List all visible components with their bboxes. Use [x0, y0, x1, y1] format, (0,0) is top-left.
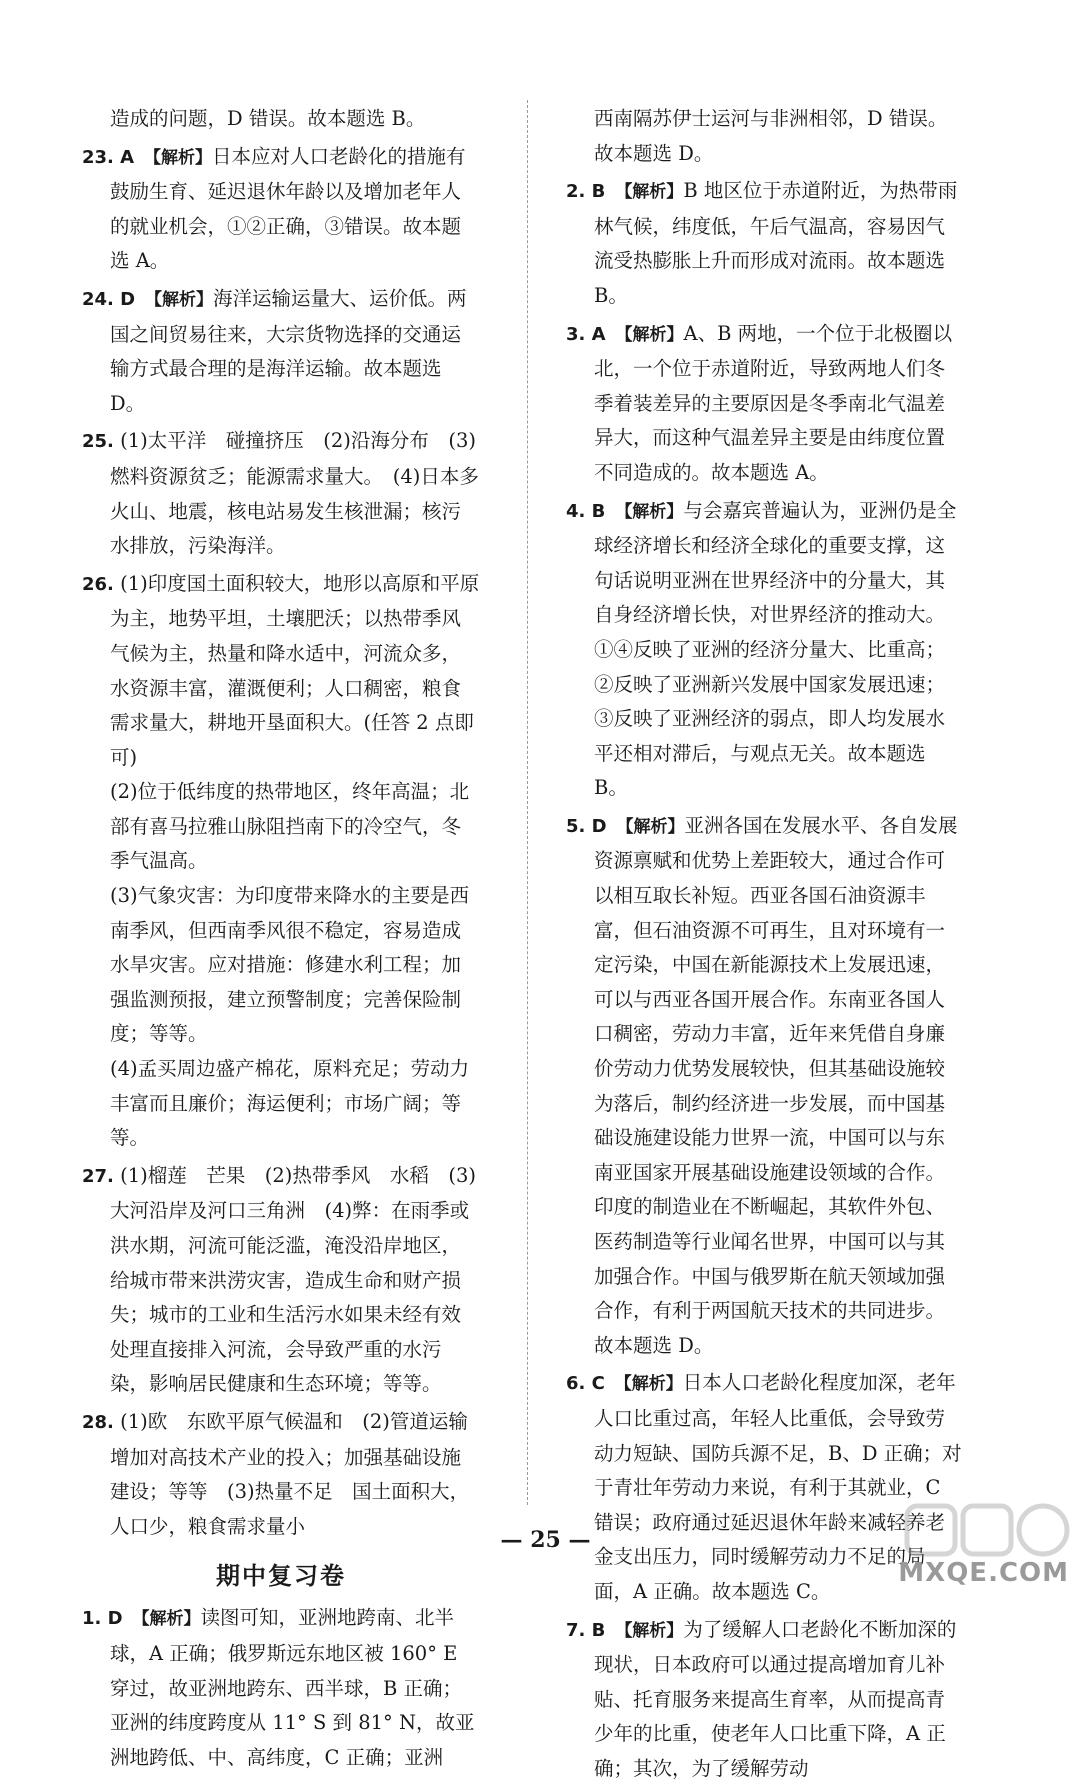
- answer-24: [82, 282, 480, 421]
- answer-subpart: (2)位于低纬度的热带地区，终年高温；北部有喜马拉雅山脉阻挡南下的冷空气，冬季气温高。: [110, 780, 470, 873]
- analysis-tag: 【解析】: [132, 1609, 201, 1630]
- answer-letter: A: [120, 146, 135, 168]
- answer-text: (1)欧 东欧平原气候温和 (2)管道运输 增加对高技术产业的投入；加强基础设施建设；等等 (3)热量不足 国土面积大，人口少，粮食需求量小: [110, 1409, 488, 1538]
- answer-letter: D: [120, 288, 136, 310]
- analysis-tag: 【解析】: [144, 147, 213, 168]
- answer-1: [82, 1601, 480, 1775]
- answer-text: (1)印度国土面积较大，地形以高原和平原为主，地势平坦，土壤肥沃；以热带季风气候为主，热量和降水适中，河流众多，水资源丰富，灌溉便利；人口稠密，粮食需求量大，耕地开垦面积大。(任答 2 点即可): [110, 571, 480, 769]
- answer-letter: A: [591, 323, 606, 345]
- answer-2: [566, 174, 964, 313]
- analysis-tag: 【解析】: [145, 289, 214, 310]
- answer-number: 5.: [566, 815, 586, 837]
- answer-subpart: (3)气象灾害：为印度带来降水的主要是西南季风，但西南季风很不稳定，容易造成水旱灾害。应对措施：修建水利工程；加强监测预报，建立预警制度；完善保险制度；等等。: [110, 884, 470, 1046]
- answer-number: 23.: [82, 146, 114, 168]
- answer-text: A、B 两地，一个位于北极圈以北，一个位于赤道附近，导致两地人们冬季着装差异的主要原因是冬季南北气温差异大，而这种气温差异主要是由纬度位置不同造成的。故本题选 A。: [594, 321, 953, 484]
- analysis-tag: 【解析】: [615, 324, 684, 345]
- answer-23: [82, 140, 480, 279]
- answer-number: 28.: [82, 1411, 114, 1433]
- column-divider: [527, 100, 528, 1505]
- section-title: 期中复习卷: [216, 1562, 346, 1591]
- answer-text: 与会嘉宾普遍认为，亚洲仍是全球经济增长和经济全球化的重要支撑，这句话说明亚洲在世界经济中的分量大，其自身经济增长快，对世界经济的推动大。①④反映了亚洲的经济分量大、比重高；②反映了亚洲新兴发展中国家发展迅速；③反映了亚洲经济的弱点，即人均发展水平还相对滞后，与观点无关。故本题选 B。: [594, 498, 957, 800]
- analysis-tag: 【解析】: [615, 1620, 684, 1641]
- answer-number: 1.: [82, 1608, 102, 1630]
- answer-letter: D: [107, 1608, 123, 1630]
- answer-number: 26.: [82, 573, 114, 595]
- analysis-tag: 【解析】: [615, 501, 684, 522]
- answer-5: [566, 809, 964, 1364]
- answer-26: [82, 567, 480, 1156]
- answer-text: 日本人口老龄化程度加深，老年人口比重过高，年轻人比重低，会导致劳动力短缺、国防兵源不足，B、D 正确；对于青壮年劳动力来说，有利于其就业，C 错误；政府通过延迟退休年龄来减轻养老金支出压力，同时缓解劳动力不足的局面，A 正确。故本题选 C。: [594, 1371, 962, 1603]
- answer-letter: B: [591, 1619, 606, 1641]
- answer-text: B 地区位于赤道附近，为热带雨林气候，纬度低，午后气温高，容易因气流受热膨胀上升而形成对流雨。故本题选 B。: [594, 179, 958, 307]
- answer-number: 3.: [566, 323, 586, 345]
- answer-letter: D: [591, 815, 607, 837]
- answer-number: 6.: [566, 1373, 586, 1395]
- answer-letter: B: [591, 500, 606, 522]
- answer-text: 亚洲各国在发展水平、各自发展资源禀赋和优势上差距较大，通过合作可以相互取长补短。西亚各国石油资源丰富，但石油资源不可再生，且对环境有一定污染，中国在新能源技术上发展迅速，可以与西亚各国开展合作。东南亚各国人口稠密，劳动力丰富，近年来凭借自身廉价劳动力优势发展较快，但其基础设施较为落后，制约经济进一步发展，而中国基础设施建设能力世界一流，中国可以与东南亚国家开展基础设施建设领域的合作。印度的制造业在不断崛起，其软件外包、医药制造等行业闻名世界，中国可以与其加强合作。中国与俄罗斯在航天领域加强合作，有利于两国航天技术的共同进步。故本题选 D。: [594, 813, 958, 1357]
- answer-number: 25.: [82, 431, 114, 453]
- answer-text: 为了缓解人口老龄化不断加深的现状，日本政府可以通过提高增加育儿补贴、托育服务来提高生育率，从而提高青少年的比重，使老年人口比重下降，A 正确；其次，为了缓解劳动: [594, 1617, 957, 1780]
- answer-28: [82, 1405, 488, 1544]
- analysis-tag: 【解析】: [614, 1374, 683, 1395]
- answer-number: 7.: [566, 1619, 586, 1641]
- answer-25: [82, 424, 480, 563]
- page-number: — 25 —: [500, 1527, 591, 1553]
- answer-text: (1)太平洋 碰撞挤压 (2)沿海分布 (3)燃料资源贫乏；能源需求量大。 (4)日本多火山、地震，核电站易发生核泄漏；核污水排放，污染海洋。: [110, 429, 479, 558]
- answer-number: 27.: [82, 1165, 114, 1187]
- answer-intro: 西南隔苏伊士运河与非洲相邻，D 错误。故本题选 D。: [594, 107, 948, 165]
- watermark-text: MXQE.COM: [898, 1558, 1069, 1588]
- analysis-tag: 【解析】: [616, 816, 685, 837]
- answer-3: [566, 317, 964, 491]
- analysis-tag: 【解析】: [615, 182, 684, 203]
- answer-number: 2.: [566, 181, 586, 203]
- answer-text: 读图可知，亚洲地跨南、北半球，A 正确；俄罗斯远东地区被 160° E 穿过，故亚洲地跨东、西半球，B 正确；亚洲的纬度跨度从 11° S 到 81° N，故亚洲地跨低、中、高纬度，C 正确；亚洲: [110, 1606, 475, 1769]
- answer-number: 4.: [566, 500, 586, 522]
- answer-7: [566, 1613, 964, 1787]
- answer-intro: 造成的问题，D 错误。故本题选 B。: [110, 107, 426, 130]
- answer-number: 24.: [82, 288, 114, 310]
- answer-text: 海洋运输运量大、运价低。两国之间贸易往来，大宗货物选择的交通运输方式最合理的是海洋运输。故本题选 D。: [110, 286, 467, 415]
- answer-text: (1)榴莲 芒果 (2)热带季风 水稻 (3)大河沿岸及河口三角洲 (4)弊：在雨季或洪水期，河流可能泛滥，淹没沿岸地区，给城市带来洪涝灾害，造成生命和财产损失；城市的工业和生活污水如果未经有效处理直接排入河流，会导致严重的水污染，影响居民健康和生态环境；等等。: [110, 1163, 476, 1396]
- answer-letter: B: [591, 181, 606, 203]
- answer-text: 日本应对人口老龄化的措施有鼓励生育、延迟退休年龄以及增加老年人的就业机会，①②正确，③错误。故本题选 A。: [110, 144, 466, 273]
- answer-27: [82, 1159, 480, 1402]
- answer-4: [566, 494, 964, 806]
- answer-subpart: (4)孟买周边盛产棉花，原料充足；劳动力丰富而且廉价；海运便利；市场广阔；等等。: [110, 1057, 470, 1150]
- answer-letter: C: [591, 1373, 605, 1395]
